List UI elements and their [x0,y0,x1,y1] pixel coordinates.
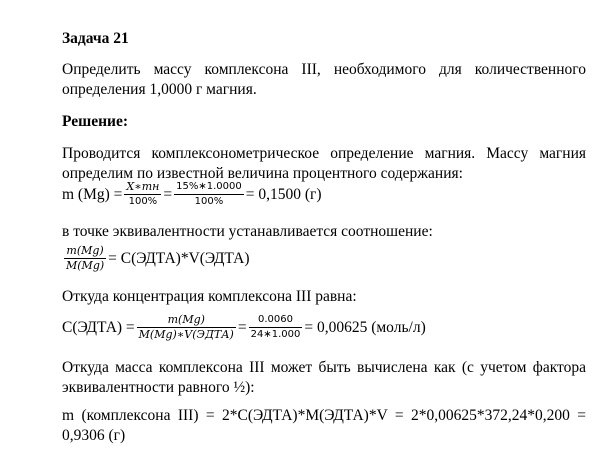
problem-line-1: Определить массу комплексона III, необходимого для количественного [62,61,586,78]
eq3-result: = 0,00625 (моль/л) [304,318,426,336]
intro-line-2: определим по известной величина процентного содержания: [62,165,463,182]
intro-line-1: Проводится комплексонометрическое определение магния. Массу магния [62,145,586,162]
eq3-frac1-numerator: m(Mg) [137,313,236,328]
eq3-frac2-denominator: 24∗1.000 [250,329,301,340]
task-title: Задача 21 [62,30,129,47]
final-line-2: 0,9306 (г) [62,427,126,444]
eq1-lhs: m (Mg) = [62,185,123,203]
eq2-result: = С(ЭДТА)*V(ЭДТА) [108,249,250,267]
eq3-lhs: С(ЭДТА) = [62,318,135,336]
concentration-text: Откуда концентрация комплексона III равна: [62,288,357,305]
eq1-result: = 0,1500 (г) [245,185,322,203]
problem-line-2: определения 1,0000 г магния. [62,81,257,98]
mass-text-line-1: Откуда масса комплексона III может быть вычислена как (с учетом фактора [62,359,586,376]
eq1-frac1-numerator: X∗mн [126,180,160,193]
final-line-1: m (комплексона III) = 2*С(ЭДТА)*М(ЭДТА)*V = 2*0,00625*372,24*0,200 = [62,407,586,424]
eq1-frac2-numerator: 15%∗1.0000 [174,180,244,195]
eq1-equals: = [163,185,173,203]
eq3-equals: = [237,318,247,336]
equivalence-text: в точке эквивалентности устанавливается соотношение: [62,223,433,240]
eq2-fraction [64,244,106,273]
eq3-fraction-2 [249,313,303,342]
eq3-frac2-numerator: 0.0060 [249,313,303,328]
eq3-fraction-1 [137,313,236,342]
eq1-fraction-1 [124,180,161,209]
equation-ratio [62,244,250,273]
eq1-fraction-2 [174,180,244,209]
eq3-frac1-denominator: M(Mg)∗V(ЭДТА) [138,328,234,341]
eq1-frac2-denominator: 100% [194,196,224,207]
mass-text-line-2: эквивалентности равного ½): [62,379,255,396]
solution-heading: Решение: [62,113,129,130]
eq1-frac1-denominator: 100% [128,196,158,207]
eq2-numerator: m(Mg) [64,244,106,259]
eq2-denominator: M(Mg) [66,259,105,272]
equation-concentration [62,313,426,342]
equation-mass-mg [62,180,322,209]
